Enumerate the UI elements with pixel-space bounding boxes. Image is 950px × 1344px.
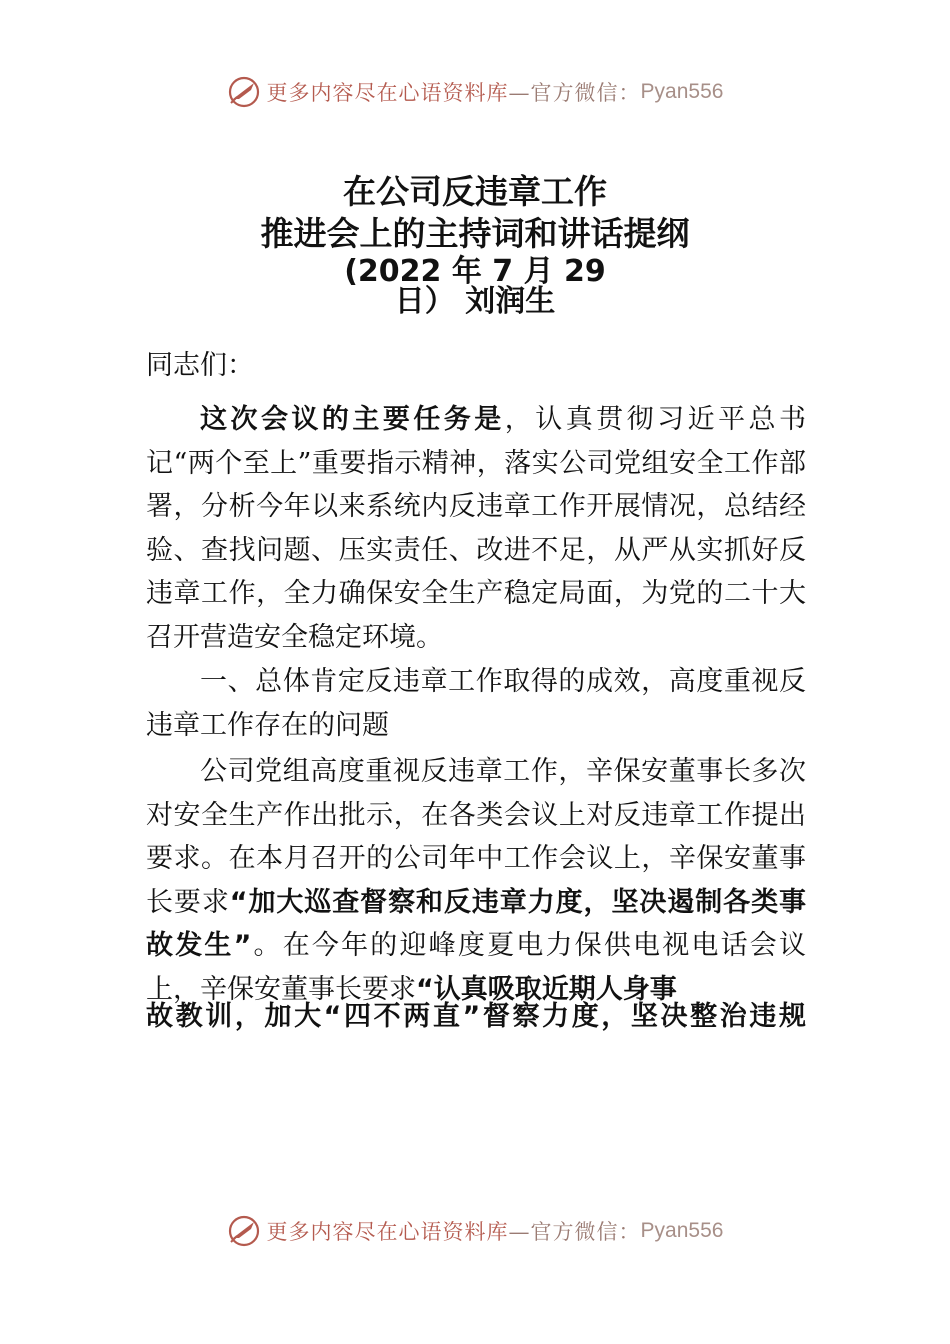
paragraph-intro: [146, 398, 806, 659]
quill-logo-icon: [227, 75, 261, 109]
banner-wechat-id: Pyan556: [640, 1219, 724, 1242]
paragraph-text-2: 。在今年的迎峰度夏电力保供电视电话会议上，辛保安董事长要求: [146, 930, 806, 1005]
header-banner: [0, 72, 950, 112]
section-heading-1: 一、总体肯定反违章工作取得的成效，高度重视反违章工作存在的问题: [146, 666, 806, 741]
salutation: 同志们：: [146, 350, 254, 381]
paragraph-continuation: 故教训，加大“四不两直”督察力度，坚决整治违规: [146, 1001, 806, 1032]
quote-bold-1: “加大巡查督察和反违章力度，坚决遏制各类事故发生”: [146, 886, 807, 961]
footer-banner: [0, 1211, 950, 1251]
title-date-line: (2022 年 7 月 29: [344, 254, 606, 289]
banner-text: 更多内容尽在心语资料库: [266, 81, 509, 105]
title-author-line: 日） 刘润生: [394, 284, 556, 319]
paragraph-intro-lead: 这次会议的主要任务是: [200, 404, 505, 435]
title-line-1: 在公司反违章工作: [343, 172, 607, 211]
paragraph-text-1: 公司党组高度重视反违章工作，辛保安董事长多次对安全生产作出批示，在各类会议上对反违章工作提出要求。在本月召开的公司年中工作会议上，辛保安董事长要求: [146, 756, 806, 918]
paragraph-intro-text: ，认真贯彻习近平总书记“两个至上”重要指示精神，落实公司党组安全工作部署，分析今年以来系统内反违章工作开展情况，总结经验、查找问题、压实责任、改进不足，从严从实抓好反违章工作，全力确保安全生产稳定局面，为党的二十大召开营造安全稳定环境。: [146, 404, 807, 653]
paragraph-section-1: [146, 750, 806, 1011]
quote-bold-2: “认真吸取近期人身事: [416, 973, 677, 1005]
banner-wechat-label: —官方微信：: [508, 1220, 641, 1244]
banner-wechat-label: —官方微信：: [508, 81, 641, 105]
banner-text: 更多内容尽在心语资料库: [266, 1220, 509, 1244]
banner-wechat-id: Pyan556: [640, 80, 724, 103]
title-line-2: 推进会上的主持词和讲话提纲: [260, 214, 690, 253]
quill-logo-icon: [227, 1214, 261, 1248]
